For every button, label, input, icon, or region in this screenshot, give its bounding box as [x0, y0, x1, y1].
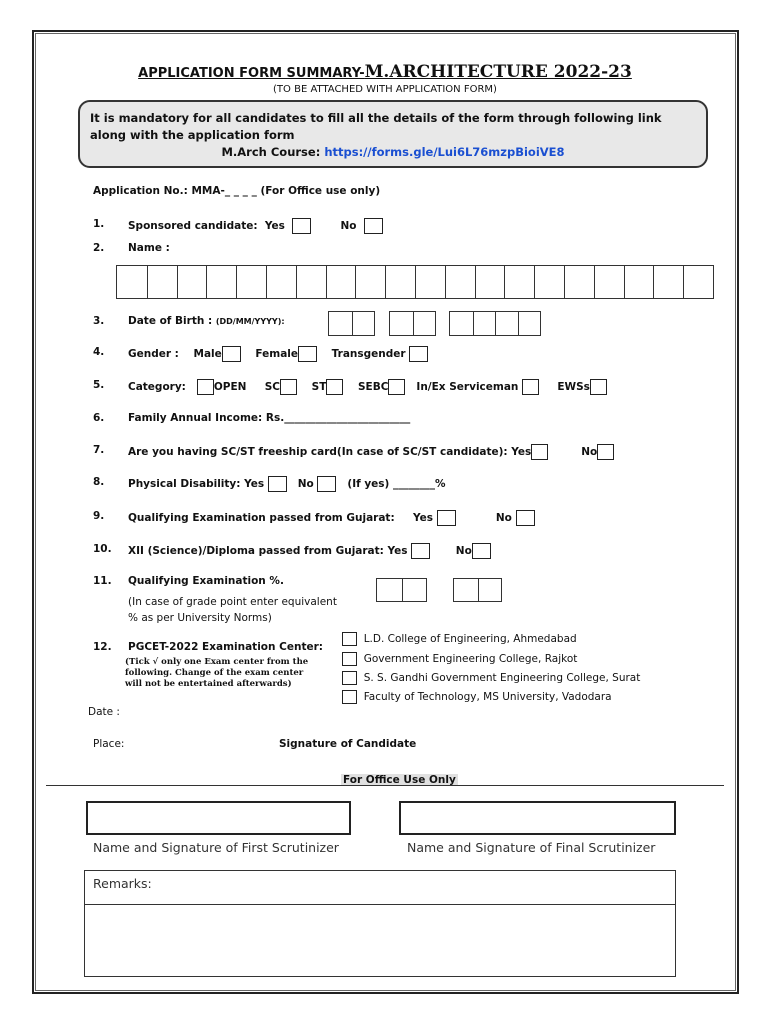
gender-transgender-checkbox[interactable]: [409, 346, 428, 362]
google-form-link[interactable]: https://forms.gle/Lui6L76mzpBioiVE8: [324, 145, 565, 159]
center-rajkot-checkbox[interactable]: [342, 652, 357, 666]
q10-yes-checkbox[interactable]: [411, 543, 430, 559]
grid-cell-divider: [504, 266, 505, 298]
q10-no-checkbox[interactable]: [472, 543, 491, 559]
q12-note-2: following. Change of the exam center: [125, 668, 304, 678]
gender-male-label: Male: [193, 348, 222, 360]
center-option-3: [342, 671, 640, 685]
category-sebc-checkbox[interactable]: [388, 379, 405, 395]
q9-number: 9.: [93, 510, 105, 522]
grid-cell-divider: [518, 312, 519, 335]
category-sebc-label: SEBC: [358, 381, 389, 393]
grid-cell-divider: [445, 266, 446, 298]
q9-no-label: No: [495, 512, 512, 524]
q7-no-label: No: [581, 446, 598, 458]
gender-transgender-label: Transgender: [331, 348, 406, 360]
q4-number: 4.: [93, 346, 105, 358]
q3-row: [128, 315, 285, 327]
q7-label: Are you having SC/ST freeship card(In case of SC/ST candidate): Yes: [128, 446, 532, 458]
q12-note-3: will not be entertained afterwards): [125, 679, 292, 689]
grid-cell-divider: [653, 266, 654, 298]
q2-label: Name :: [128, 242, 170, 254]
notice-box: [78, 100, 708, 168]
center-option-2: [342, 652, 577, 666]
q5-row: [128, 379, 607, 395]
q7-yes-checkbox[interactable]: [531, 444, 548, 460]
gender-female-label: Female: [255, 348, 299, 360]
grid-cell-divider: [355, 266, 356, 298]
q11-label: Qualifying Examination %.: [128, 575, 284, 587]
office-use-label: For Office Use Only: [343, 774, 456, 786]
q2-number: 2.: [93, 242, 105, 254]
q8-yes-checkbox[interactable]: [268, 476, 287, 492]
grid-cell-divider: [385, 266, 386, 298]
q12-number: 12.: [93, 641, 112, 653]
q4-row: [128, 346, 428, 362]
remarks-box[interactable]: [84, 870, 676, 977]
grid-cell-divider: [478, 579, 479, 601]
dob-format: (DD/MM/YYYY):: [215, 317, 285, 326]
center-surat-label: S. S. Gandhi Government Engineering College, Surat: [363, 672, 641, 684]
first-scrutinizer-label: Name and Signature of First Scrutinizer: [93, 840, 339, 855]
q4-label: Gender :: [128, 348, 179, 360]
center-option-1: [342, 632, 577, 646]
dob-year-boxes[interactable]: [449, 311, 541, 336]
q6-label[interactable]: Family Annual Income: Rs.________________________: [128, 412, 411, 424]
center-rajkot-label: Government Engineering College, Rajkot: [363, 653, 578, 665]
q9-yes-label: Yes: [412, 512, 433, 524]
gender-female-checkbox[interactable]: [298, 346, 317, 362]
category-serviceman-label: In/Ex Serviceman: [416, 381, 519, 393]
form-subtitle: (TO BE ATTACHED WITH APPLICATION FORM): [273, 84, 497, 95]
q11-number: 11.: [93, 575, 112, 587]
grid-cell-divider: [352, 312, 353, 335]
form-title-part2: M.ARCHITECTURE 2022-23: [364, 62, 632, 82]
final-scrutinizer-label: Name and Signature of Final Scrutinizer: [407, 840, 656, 855]
q6-number: 6.: [93, 412, 105, 424]
q11-note-2: % as per University Norms): [128, 612, 272, 624]
gender-male-checkbox[interactable]: [222, 346, 241, 362]
q8-number: 8.: [93, 476, 105, 488]
center-option-4: [342, 690, 612, 704]
q7-row: [128, 444, 614, 460]
notice-text: It is mandatory for all candidates to fill all the details of the form through following link along with the application form: [90, 111, 662, 142]
q9-no-checkbox[interactable]: [516, 510, 535, 526]
center-ld-checkbox[interactable]: [342, 632, 357, 646]
category-ews-label: EWSs: [557, 381, 590, 393]
candidate-signature-label: Signature of Candidate: [279, 738, 417, 750]
grid-cell-divider: [683, 266, 684, 298]
grid-cell-divider: [177, 266, 178, 298]
grid-cell-divider: [266, 266, 267, 298]
grid-cell-divider: [413, 312, 414, 335]
q9-label: Qualifying Examination passed from Gujarat:: [128, 512, 395, 524]
q3-label: Date of Birth :: [128, 315, 213, 327]
center-vadodara-checkbox[interactable]: [342, 690, 357, 704]
grid-cell-divider: [326, 266, 327, 298]
place-label: Place:: [93, 738, 125, 750]
q1-no-label: No: [340, 220, 357, 232]
category-st-checkbox[interactable]: [326, 379, 343, 395]
final-scrutinizer-box[interactable]: [399, 801, 676, 835]
category-sc-checkbox[interactable]: [280, 379, 297, 395]
first-scrutinizer-box[interactable]: [86, 801, 351, 835]
q8-no-checkbox[interactable]: [317, 476, 336, 492]
q10-no-label: No: [455, 545, 472, 557]
grid-cell-divider: [206, 266, 207, 298]
remarks-divider: [85, 904, 675, 905]
category-open-label: OPEN: [213, 381, 247, 393]
qualifying-percent-boxes-2[interactable]: [453, 578, 502, 602]
office-separator: [46, 785, 724, 786]
q7-no-checkbox[interactable]: [597, 444, 614, 460]
q10-number: 10.: [93, 543, 112, 555]
grid-cell-divider: [564, 266, 565, 298]
q11-note-1: (In case of grade point enter equivalent: [128, 596, 337, 608]
q1-no-checkbox[interactable]: [364, 218, 383, 234]
q9-row: [128, 510, 535, 526]
q1-number: 1.: [93, 218, 105, 230]
category-ews-checkbox[interactable]: [590, 379, 607, 395]
grid-cell-divider: [534, 266, 535, 298]
application-no: Application No.: MMA-_ _ _ _ (For Office use only): [93, 185, 381, 197]
grid-cell-divider: [236, 266, 237, 298]
dob-month-boxes[interactable]: [389, 311, 436, 336]
q12-label: PGCET-2022 Examination Center:: [128, 641, 323, 653]
category-st-label: ST: [311, 381, 327, 393]
q7-number: 7.: [93, 444, 105, 456]
category-open-checkbox[interactable]: [197, 379, 214, 395]
center-ld-label: L.D. College of Engineering, Ahmedabad: [363, 633, 577, 645]
q1-yes-checkbox[interactable]: [292, 218, 311, 234]
course-label: M.Arch Course:: [221, 145, 325, 159]
form-title: [0, 62, 770, 82]
grid-cell-divider: [402, 579, 403, 601]
center-vadodara-label: Faculty of Technology, MS University, Vadodara: [363, 691, 612, 703]
grid-cell-divider: [594, 266, 595, 298]
grid-cell-divider: [475, 266, 476, 298]
form-title-part1: APPLICATION FORM SUMMARY-: [138, 66, 365, 81]
remarks-label: Remarks:: [93, 876, 152, 891]
q5-label: Category:: [128, 381, 186, 393]
q1-yes-label: Yes: [264, 220, 285, 232]
grid-cell-divider: [473, 312, 474, 335]
grid-cell-divider: [147, 266, 148, 298]
grid-cell-divider: [495, 312, 496, 335]
grid-cell-divider: [296, 266, 297, 298]
q8-label: Physical Disability: Yes: [128, 478, 265, 490]
q3-number: 3.: [93, 315, 105, 327]
q8-row: [128, 476, 446, 492]
date-label: Date :: [88, 706, 120, 718]
grid-cell-divider: [415, 266, 416, 298]
q8-no-label: No: [297, 478, 314, 490]
name-input-grid[interactable]: [116, 265, 714, 299]
q1-row: [128, 218, 383, 234]
qualifying-percent-boxes-1[interactable]: [376, 578, 427, 602]
center-surat-checkbox[interactable]: [342, 671, 357, 685]
category-serviceman-checkbox[interactable]: [522, 379, 539, 395]
q10-row: [128, 543, 491, 559]
q9-yes-checkbox[interactable]: [437, 510, 456, 526]
q12-note-1: (Tick √ only one Exam center from the: [125, 657, 309, 667]
q10-label: XII (Science)/Diploma passed from Gujarat: Yes: [128, 545, 408, 557]
q8-ifyes[interactable]: (If yes) ________%: [347, 478, 446, 490]
category-sc-label: SC: [264, 381, 281, 393]
notice-link-line: [90, 144, 696, 161]
q1-label: Sponsored candidate:: [128, 220, 258, 232]
grid-cell-divider: [624, 266, 625, 298]
dob-day-boxes[interactable]: [328, 311, 375, 336]
q5-number: 5.: [93, 379, 105, 391]
